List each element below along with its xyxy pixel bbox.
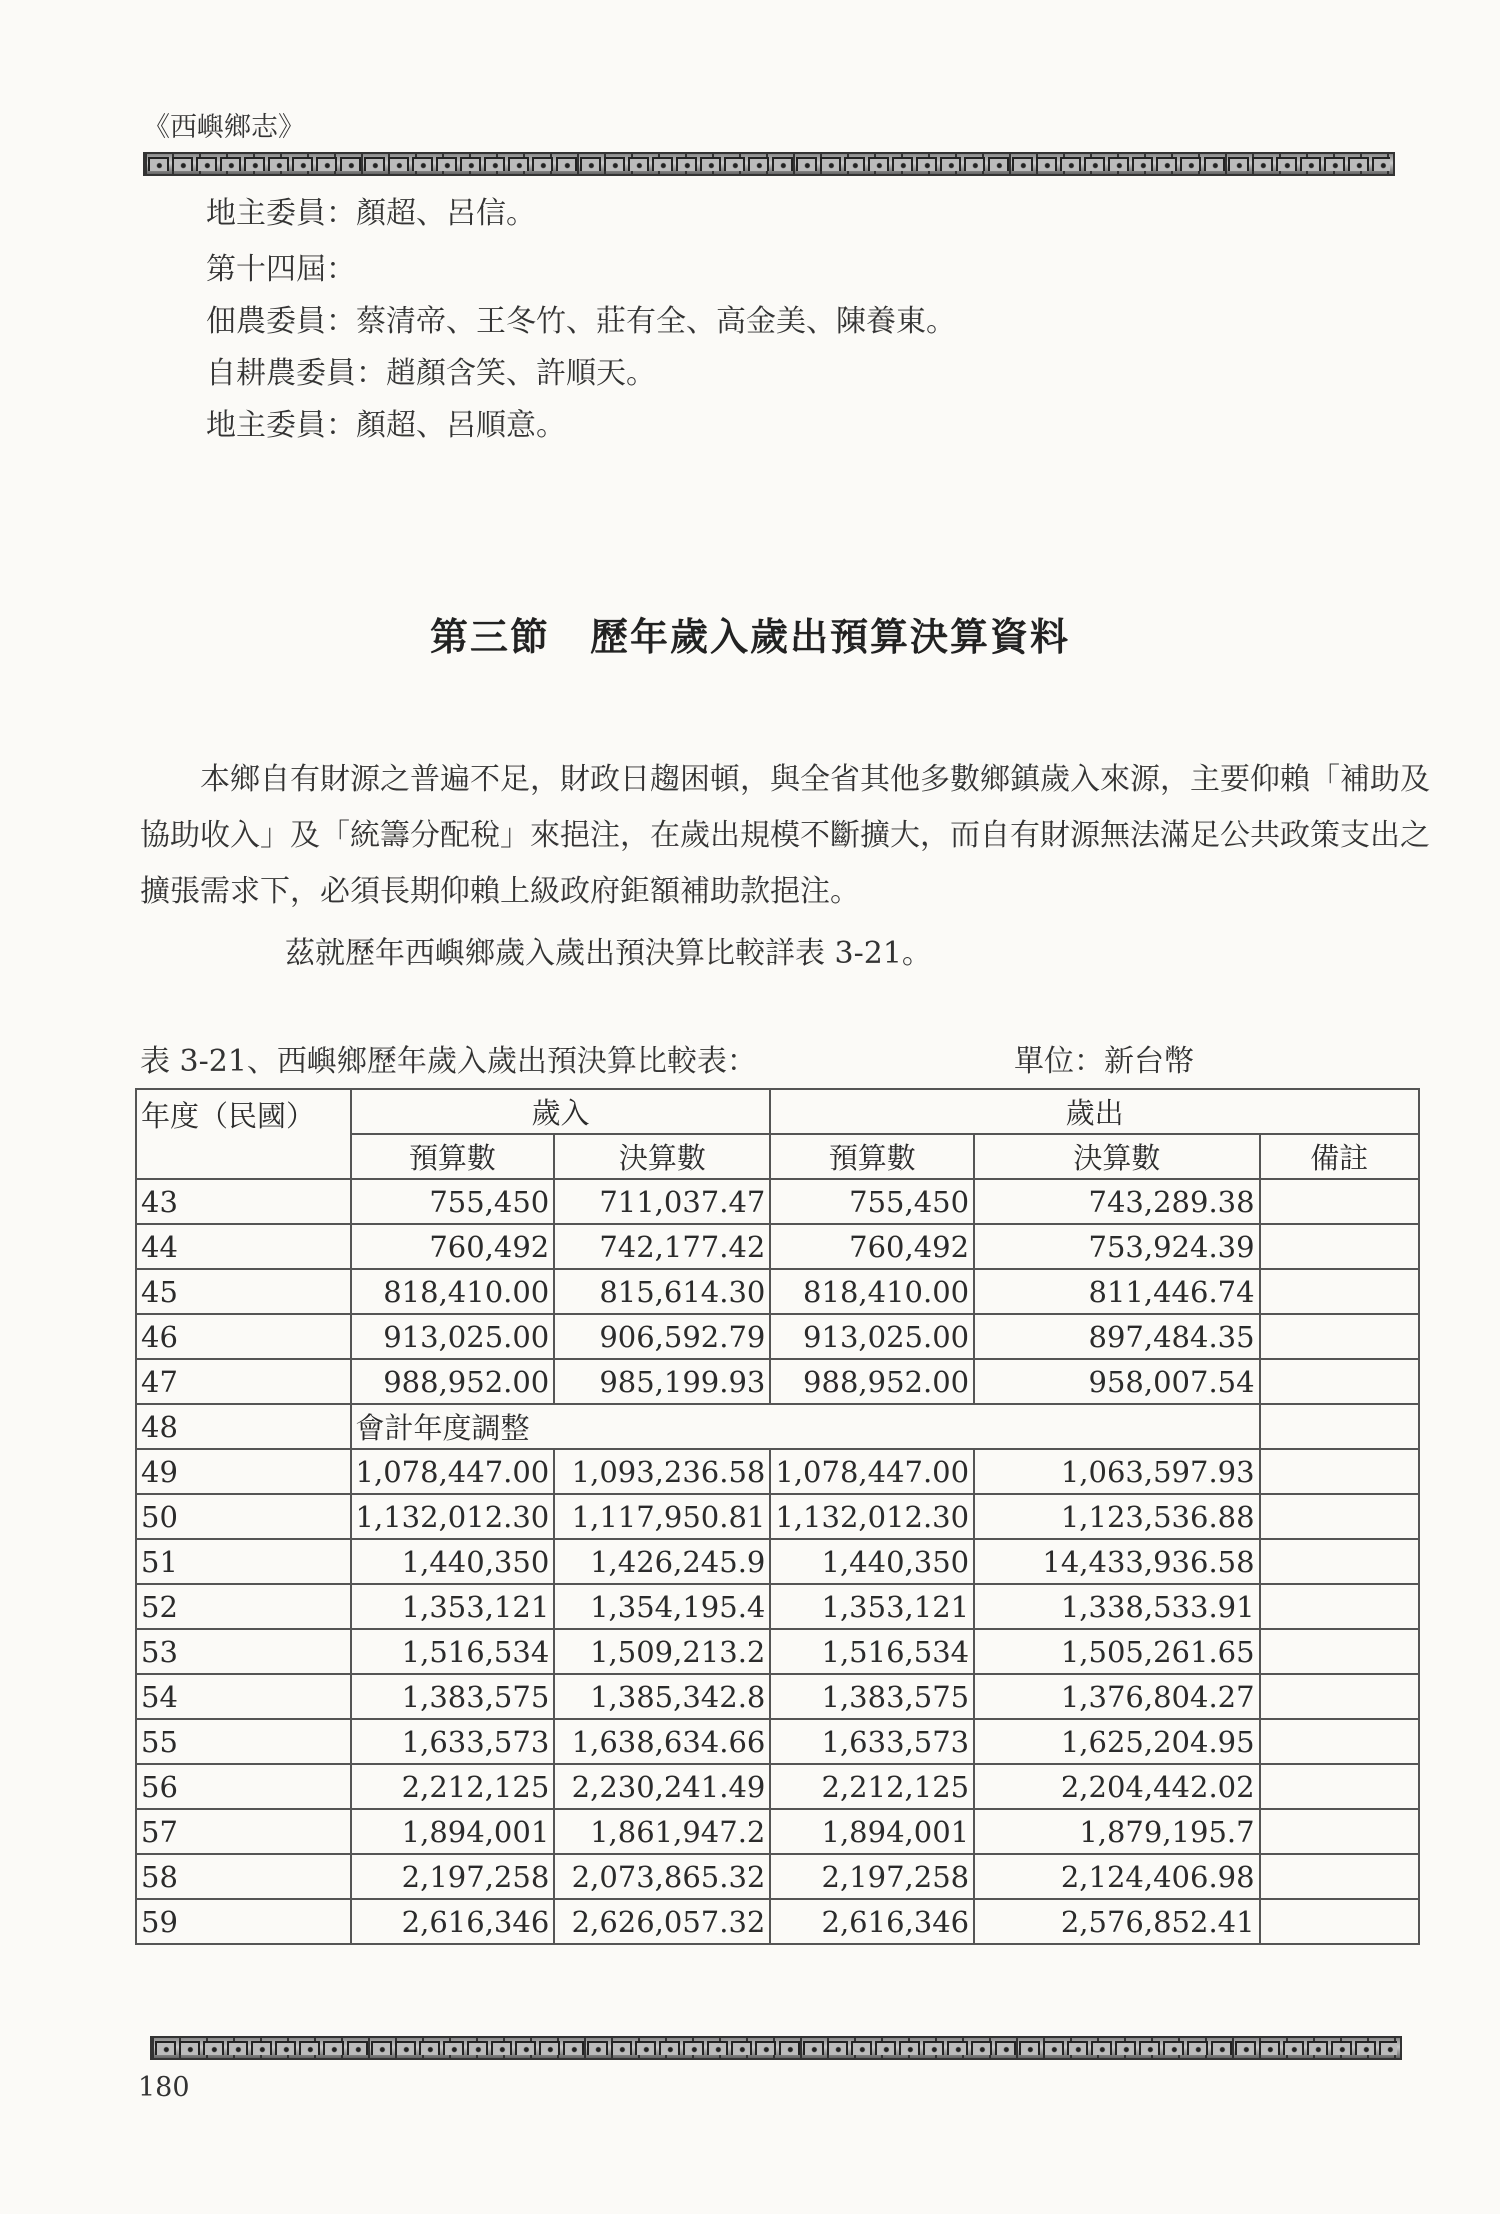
cell-expense-budget: 2,212,125 xyxy=(770,1764,974,1809)
table-row xyxy=(136,1764,1419,1809)
cell-year: 43 xyxy=(136,1179,351,1224)
fret-motif-icon xyxy=(820,157,841,171)
cell-expense-final: 1,376,804.27 xyxy=(974,1674,1259,1719)
cell-income-budget: 1,516,534 xyxy=(351,1629,555,1674)
fret-motif-icon xyxy=(892,157,913,171)
cell-income-final: 1,117,950.81 xyxy=(554,1494,770,1539)
fret-motif-icon xyxy=(1355,2041,1376,2055)
fret-motif-icon xyxy=(827,2041,848,2055)
fret-motif-icon xyxy=(1163,2041,1184,2055)
cell-expense-final: 743,289.38 xyxy=(974,1179,1259,1224)
subheader-income-final: 決算數 xyxy=(554,1134,770,1179)
cell-expense-budget: 1,633,573 xyxy=(770,1719,974,1764)
fret-motif-icon xyxy=(916,157,937,171)
header-income: 歲入 xyxy=(351,1089,771,1134)
fret-motif-icon xyxy=(395,2041,416,2055)
text-line: 佃農委員：蔡清帝、王冬竹、莊有全、高金美、陳養東。 xyxy=(206,304,956,339)
cell-year: 44 xyxy=(136,1224,351,1269)
cell-note xyxy=(1260,1584,1419,1629)
fret-motif-icon xyxy=(947,2041,968,2055)
cell-expense-final: 1,505,261.65 xyxy=(974,1629,1259,1674)
fret-motif-icon xyxy=(964,157,985,171)
fret-motif-icon xyxy=(244,157,265,171)
fret-motif-icon xyxy=(724,157,745,171)
cell-income-budget: 2,616,346 xyxy=(351,1899,555,1944)
cell-expense-budget: 1,516,534 xyxy=(770,1629,974,1674)
cell-expense-final: 897,484.35 xyxy=(974,1314,1259,1359)
cell-income-final: 906,592.79 xyxy=(554,1314,770,1359)
cell-note xyxy=(1260,1539,1419,1584)
table-row xyxy=(136,1179,1419,1224)
subheader-expense-budget: 預算數 xyxy=(770,1134,974,1179)
cell-note xyxy=(1260,1224,1419,1269)
fret-motif-icon xyxy=(748,157,769,171)
cell-year: 59 xyxy=(136,1899,351,1944)
cell-income-final: 985,199.93 xyxy=(554,1359,770,1404)
cell-note xyxy=(1260,1494,1419,1539)
subheader-income-budget: 預算數 xyxy=(351,1134,555,1179)
text-line: 自耕農委員：趙顏含笑、許順天。 xyxy=(206,356,656,391)
table-caption: 表 3-21、西嶼鄉歷年歲入歲出預決算比較表： xyxy=(140,1044,757,1079)
cell-year: 53 xyxy=(136,1629,351,1674)
fret-motif-icon xyxy=(1204,157,1225,171)
table-row xyxy=(136,1719,1419,1764)
cell-expense-final: 1,625,204.95 xyxy=(974,1719,1259,1764)
cell-expense-final: 958,007.54 xyxy=(974,1359,1259,1404)
decorative-border-top xyxy=(143,152,1395,176)
cell-expense-budget: 1,383,575 xyxy=(770,1674,974,1719)
cell-note xyxy=(1260,1629,1419,1674)
table-row xyxy=(136,1359,1419,1404)
cell-expense-final: 14,433,936.58 xyxy=(974,1539,1259,1584)
fret-motif-icon xyxy=(340,157,361,171)
cell-note xyxy=(1260,1449,1419,1494)
fret-motif-icon xyxy=(676,157,697,171)
fret-motif-icon xyxy=(275,2041,296,2055)
cell-expense-final: 2,576,852.41 xyxy=(974,1899,1259,1944)
table-row xyxy=(136,1809,1419,1854)
cell-income-final: 1,861,947.2 xyxy=(554,1809,770,1854)
cell-income-budget: 988,952.00 xyxy=(351,1359,555,1404)
fret-motif-icon xyxy=(868,157,889,171)
table-row xyxy=(136,1494,1419,1539)
cell-expense-final: 1,338,533.91 xyxy=(974,1584,1259,1629)
fret-motif-icon xyxy=(796,157,817,171)
text-line: 地主委員：顏超、呂順意。 xyxy=(206,408,566,443)
fret-motif-icon xyxy=(1372,157,1390,171)
cell-note xyxy=(1260,1674,1419,1719)
body-paragraph: 本鄉自有財源之普遍不足，財政日趨困頓，與全省其他多數鄉鎮歲入來源，主要仰賴「補助及協助收入」及「統籌分配稅」來挹注，在歲出規模不斷擴大，而自有財源無法滿足公共政策支出之擴張需求下，必須長期仰賴上級政府鉅額補助款挹注。 xyxy=(140,762,1430,909)
fret-motif-icon xyxy=(652,157,673,171)
fret-motif-icon xyxy=(196,157,217,171)
fret-motif-icon xyxy=(563,2041,584,2055)
cell-note xyxy=(1260,1809,1419,1854)
fret-motif-icon xyxy=(731,2041,752,2055)
fret-motif-icon xyxy=(515,2041,536,2055)
fret-motif-icon xyxy=(851,2041,872,2055)
cell-income-budget: 818,410.00 xyxy=(351,1269,555,1314)
fret-motif-icon xyxy=(491,2041,512,2055)
subheader-expense-final: 決算數 xyxy=(974,1134,1259,1179)
cell-expense-budget: 913,025.00 xyxy=(770,1314,974,1359)
cell-year: 49 xyxy=(136,1449,351,1494)
cell-expense-budget: 2,616,346 xyxy=(770,1899,974,1944)
fret-motif-icon xyxy=(1091,2041,1112,2055)
cell-expense-final: 1,063,597.93 xyxy=(974,1449,1259,1494)
fret-motif-icon xyxy=(1252,157,1273,171)
fret-motif-icon xyxy=(268,157,289,171)
fret-motif-icon xyxy=(604,157,625,171)
cell-note xyxy=(1260,1719,1419,1764)
fret-motif-icon xyxy=(1036,157,1057,171)
cell-income-budget: 1,440,350 xyxy=(351,1539,555,1584)
fret-motif-icon xyxy=(292,157,313,171)
cell-income-final: 742,177.42 xyxy=(554,1224,770,1269)
intro-line: 茲就歷年西嶼鄉歲入歲出預決算比較詳表 3-21。 xyxy=(285,936,932,971)
table-row xyxy=(136,1449,1419,1494)
fret-motif-icon xyxy=(316,157,337,171)
cell-expense-budget: 1,353,121 xyxy=(770,1584,974,1629)
fret-motif-icon xyxy=(1187,2041,1208,2055)
fret-motif-icon xyxy=(635,2041,656,2055)
fret-motif-icon xyxy=(700,157,721,171)
fret-motif-icon xyxy=(844,157,865,171)
fret-motif-icon xyxy=(1228,157,1249,171)
cell-expense-budget: 2,197,258 xyxy=(770,1854,974,1899)
fret-motif-icon xyxy=(1307,2041,1328,2055)
book-title: 《西嶼鄉志》 xyxy=(143,112,305,143)
cell-income-final: 1,093,236.58 xyxy=(554,1449,770,1494)
cell-expense-budget: 760,492 xyxy=(770,1224,974,1269)
fret-motif-icon xyxy=(628,157,649,171)
cell-year: 52 xyxy=(136,1584,351,1629)
fret-motif-icon xyxy=(988,157,1009,171)
fret-motif-icon xyxy=(1211,2041,1232,2055)
fret-motif-icon xyxy=(443,2041,464,2055)
fret-motif-icon xyxy=(683,2041,704,2055)
cell-expense-final: 1,123,536.88 xyxy=(974,1494,1259,1539)
fret-motif-icon xyxy=(1019,2041,1040,2055)
fret-motif-icon xyxy=(436,157,457,171)
cell-income-final: 1,385,342.8 xyxy=(554,1674,770,1719)
cell-expense-final: 1,879,195.7 xyxy=(974,1809,1259,1854)
cell-note xyxy=(1260,1314,1419,1359)
fret-motif-icon xyxy=(155,2041,176,2055)
fret-motif-icon xyxy=(923,2041,944,2055)
cell-income-budget: 1,383,575 xyxy=(351,1674,555,1719)
text-line: 第十四屆： xyxy=(206,252,356,287)
fret-motif-icon xyxy=(611,2041,632,2055)
cell-note xyxy=(1260,1899,1419,1944)
fret-motif-icon xyxy=(508,157,529,171)
cell-income-final: 1,354,195.4 xyxy=(554,1584,770,1629)
cell-income-budget: 1,353,121 xyxy=(351,1584,555,1629)
table-row xyxy=(136,1269,1419,1314)
fret-motif-icon xyxy=(371,2041,392,2055)
fret-motif-icon xyxy=(1108,157,1129,171)
table-row xyxy=(136,1314,1419,1359)
cell-note xyxy=(1260,1404,1419,1449)
fret-motif-icon xyxy=(779,2041,800,2055)
cell-expense-final: 2,204,442.02 xyxy=(974,1764,1259,1809)
cell-expense-budget: 818,410.00 xyxy=(770,1269,974,1314)
cell-year: 56 xyxy=(136,1764,351,1809)
fret-motif-icon xyxy=(1348,157,1369,171)
fret-motif-icon xyxy=(1379,2041,1397,2055)
fret-motif-icon xyxy=(251,2041,272,2055)
fret-motif-icon xyxy=(995,2041,1016,2055)
fret-motif-icon xyxy=(203,2041,224,2055)
fret-motif-icon xyxy=(179,2041,200,2055)
fret-motif-icon xyxy=(1283,2041,1304,2055)
cell-year: 46 xyxy=(136,1314,351,1359)
fret-motif-icon xyxy=(467,2041,488,2055)
cell-merged-note: 會計年度調整 xyxy=(351,1404,1260,1449)
cell-note xyxy=(1260,1854,1419,1899)
cell-expense-budget: 988,952.00 xyxy=(770,1359,974,1404)
cell-year: 48 xyxy=(136,1404,351,1449)
cell-expense-final: 2,124,406.98 xyxy=(974,1854,1259,1899)
cell-note xyxy=(1260,1179,1419,1224)
fret-motif-icon xyxy=(580,157,601,171)
fret-motif-icon xyxy=(940,157,961,171)
fret-motif-icon xyxy=(419,2041,440,2055)
table-row xyxy=(136,1539,1419,1584)
cell-expense-final: 753,924.39 xyxy=(974,1224,1259,1269)
table-row xyxy=(136,1899,1419,1944)
budget-table xyxy=(135,1088,1420,1945)
header-expense: 歲出 xyxy=(770,1089,1419,1134)
fret-motif-icon xyxy=(1067,2041,1088,2055)
fret-motif-icon xyxy=(220,157,241,171)
page-number: 180 xyxy=(138,2072,190,2103)
header-year: 年度（民國） xyxy=(136,1089,351,1179)
cell-year: 51 xyxy=(136,1539,351,1584)
cell-income-final: 1,509,213.2 xyxy=(554,1629,770,1674)
fret-motif-icon xyxy=(556,157,577,171)
fret-motif-icon xyxy=(539,2041,560,2055)
fret-motif-icon xyxy=(1300,157,1321,171)
cell-year: 58 xyxy=(136,1854,351,1899)
cell-income-budget: 2,212,125 xyxy=(351,1764,555,1809)
cell-note xyxy=(1260,1269,1419,1314)
cell-income-budget: 2,197,258 xyxy=(351,1854,555,1899)
fret-motif-icon xyxy=(1043,2041,1064,2055)
fret-motif-icon xyxy=(1132,157,1153,171)
table-row xyxy=(136,1404,1419,1449)
fret-motif-icon xyxy=(1235,2041,1256,2055)
fret-motif-icon xyxy=(364,157,385,171)
fret-motif-icon xyxy=(532,157,553,171)
cell-expense-final: 811,446.74 xyxy=(974,1269,1259,1314)
fret-motif-icon xyxy=(772,157,793,171)
table-row xyxy=(136,1584,1419,1629)
fret-motif-icon xyxy=(1276,157,1297,171)
fret-motif-icon xyxy=(412,157,433,171)
text-line: 地主委員：顏超、呂信。 xyxy=(206,196,536,231)
cell-income-budget: 1,633,573 xyxy=(351,1719,555,1764)
fret-motif-icon xyxy=(803,2041,824,2055)
cell-expense-budget: 1,440,350 xyxy=(770,1539,974,1584)
fret-motif-icon xyxy=(1259,2041,1280,2055)
cell-expense-budget: 755,450 xyxy=(770,1179,974,1224)
fret-motif-icon xyxy=(875,2041,896,2055)
fret-motif-icon xyxy=(1139,2041,1160,2055)
fret-motif-icon xyxy=(1060,157,1081,171)
cell-year: 55 xyxy=(136,1719,351,1764)
cell-income-budget: 1,894,001 xyxy=(351,1809,555,1854)
subheader-note: 備註 xyxy=(1260,1134,1419,1179)
fret-motif-icon xyxy=(659,2041,680,2055)
fret-motif-icon xyxy=(707,2041,728,2055)
fret-motif-icon xyxy=(1115,2041,1136,2055)
fret-motif-icon xyxy=(899,2041,920,2055)
cell-income-final: 1,426,245.9 xyxy=(554,1539,770,1584)
cell-income-budget: 1,132,012.30 xyxy=(351,1494,555,1539)
cell-note xyxy=(1260,1764,1419,1809)
fret-motif-icon xyxy=(148,157,169,171)
cell-year: 57 xyxy=(136,1809,351,1854)
cell-income-budget: 1,078,447.00 xyxy=(351,1449,555,1494)
fret-motif-icon xyxy=(299,2041,320,2055)
table-unit: 單位：新台幣 xyxy=(1014,1044,1194,1079)
cell-year: 54 xyxy=(136,1674,351,1719)
cell-note xyxy=(1260,1359,1419,1404)
table-row xyxy=(136,1854,1419,1899)
fret-motif-icon xyxy=(388,157,409,171)
cell-year: 47 xyxy=(136,1359,351,1404)
section-heading: 第三節 歷年歲入歲出預算決算資料 xyxy=(429,614,1070,659)
cell-income-final: 2,626,057.32 xyxy=(554,1899,770,1944)
cell-expense-budget: 1,078,447.00 xyxy=(770,1449,974,1494)
cell-expense-budget: 1,894,001 xyxy=(770,1809,974,1854)
fret-motif-icon xyxy=(1324,157,1345,171)
decorative-border-bottom xyxy=(150,2036,1402,2060)
cell-expense-budget: 1,132,012.30 xyxy=(770,1494,974,1539)
fret-motif-icon xyxy=(172,157,193,171)
cell-income-final: 2,230,241.49 xyxy=(554,1764,770,1809)
fret-motif-icon xyxy=(323,2041,344,2055)
fret-motif-icon xyxy=(1012,157,1033,171)
fret-motif-icon xyxy=(1180,157,1201,171)
fret-motif-icon xyxy=(587,2041,608,2055)
cell-income-budget: 755,450 xyxy=(351,1179,555,1224)
fret-motif-icon xyxy=(484,157,505,171)
fret-motif-icon xyxy=(460,157,481,171)
fret-motif-icon xyxy=(971,2041,992,2055)
cell-income-final: 711,037.47 xyxy=(554,1179,770,1224)
cell-year: 50 xyxy=(136,1494,351,1539)
cell-income-budget: 760,492 xyxy=(351,1224,555,1269)
table-row xyxy=(136,1629,1419,1674)
table-row xyxy=(136,1674,1419,1719)
fret-motif-icon xyxy=(755,2041,776,2055)
cell-income-final: 1,638,634.66 xyxy=(554,1719,770,1764)
table-row xyxy=(136,1224,1419,1269)
cell-year: 45 xyxy=(136,1269,351,1314)
fret-motif-icon xyxy=(227,2041,248,2055)
fret-motif-icon xyxy=(1331,2041,1352,2055)
table-header-row xyxy=(136,1089,1419,1134)
cell-income-budget: 913,025.00 xyxy=(351,1314,555,1359)
cell-income-final: 815,614.30 xyxy=(554,1269,770,1314)
fret-motif-icon xyxy=(1156,157,1177,171)
fret-motif-icon xyxy=(347,2041,368,2055)
cell-income-final: 2,073,865.32 xyxy=(554,1854,770,1899)
fret-motif-icon xyxy=(1084,157,1105,171)
